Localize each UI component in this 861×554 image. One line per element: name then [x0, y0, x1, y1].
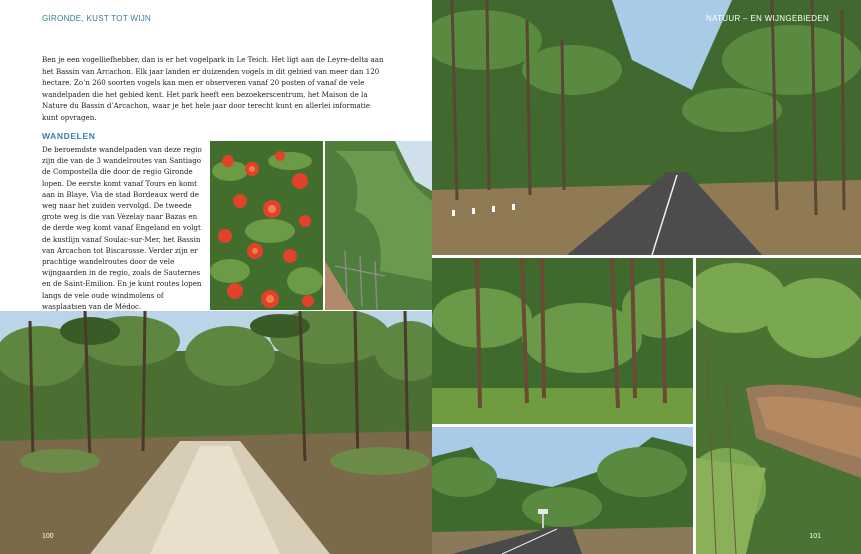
running-header-left: GIRONDE, KUST TOT WIJN — [42, 14, 152, 23]
page-number-left: 100 — [42, 533, 54, 540]
photo-pine-trunks-grass — [432, 258, 693, 424]
photo-hedge-fence — [325, 141, 432, 310]
section-title: WANDELEN — [42, 131, 96, 141]
photo-river-foliage — [696, 258, 861, 554]
photo-road-bend — [432, 427, 693, 554]
photo-sandy-forest-path — [0, 311, 432, 554]
body-paragraph: De beroemdste wandelpaden van deze regio zijn die van de 3 wandelroutes van Santiago de Compostella die door de regio Gironde lopen. De eerste komt vanaf Tours en komt aan in Blaye. Via de stad Bordeaux werd de weg naar het zuiden vervolgd. De tweede grote weg is die van Vézelay naar Bazas en de derde weg komt vanaf Engeland en volgt de kustlijn vanaf Soulac-sur-Mer, het Bassin van Arcachon tot Biscarosse. Verder zijn er prachtige wandelroutes door de vele wijngaarden in de regio, zoals de Sauternes en de Saint-Emilion. En je kunt routes lopen langs de vele oude windmolens of wasplaatsen van de Médoc. — [42, 145, 202, 311]
right-page — [432, 0, 861, 554]
intro-paragraph: Ben je een vogelliefhebber, dan is er het vogelpark in Le Teich. Het ligt aan de Leyre-delta aan het Bassin van Arcachon. Elk jaar landen er duizenden vogels in dit gebied van meer dan 120 hectare. Zo’n 260 soorten vogels kan men er observeren vanaf 20 posten of vanaf de vele wandelpaden die het gebied kent. Het park heeft een bezoekerscentrum, het Maison de la Nature du Bassin d’Arcachon, waar je het hele jaar door terecht kunt en allerlei informatie kunt opvragen. — [42, 55, 384, 122]
photo-red-flowers — [210, 141, 323, 310]
photo-road-pine-forest — [432, 0, 861, 255]
page-number-right: 101 — [809, 533, 821, 540]
running-header-right: NATUUR – EN WIJNGEBIEDEN — [706, 14, 830, 23]
